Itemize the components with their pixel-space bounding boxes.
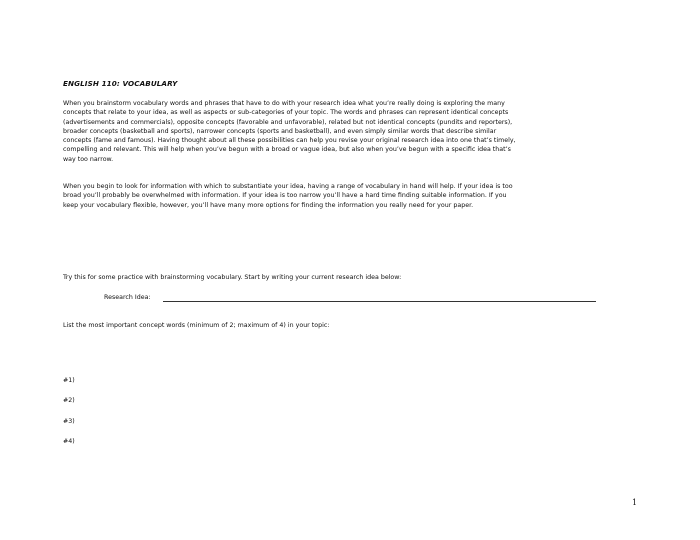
paragraph-line: broad you’ll probably be overwhelmed with information. If your idea is too narrow you’ll have a hard time finding suitable information. If you xyxy=(63,192,507,200)
paragraph-line: way too narrow. xyxy=(63,155,114,163)
information-paragraph xyxy=(63,182,643,210)
concept-item-1: #1) xyxy=(63,377,75,384)
research-idea-label: Research Idea: xyxy=(104,294,151,301)
research-idea-blank-line[interactable] xyxy=(163,301,596,302)
practice-instruction: Try this for some practice with brainstorming vocabulary. Start by writing your current research idea below: xyxy=(63,274,402,281)
paragraph-line: concepts (fame and famous). Having thought about all these possibilities can help you revise your original research idea into one that’s timely, xyxy=(63,137,516,145)
concept-item-3: #3) xyxy=(63,418,75,425)
paragraph-line: keep your vocabulary flexible, however, you’ll have many more options for finding the information you really need for your paper. xyxy=(63,201,474,209)
paragraph-line: When you brainstorm vocabulary words and phrases that have to do with your research idea what you’re really doing is exploring the many xyxy=(63,100,505,107)
paragraph-line: (advertisements and commercials), opposite concepts (favorable and unfavorable), related but not identical concepts (pundits and reporters), xyxy=(63,118,513,126)
paragraph-line: compelling and relevant. This will help when you’ve begun with a broad or vague idea, but also when you’ve begun with a specific idea that’s xyxy=(63,146,511,154)
paragraph-line: concepts that relate to your idea, as well as aspects or sub-categories of your topic. The words and phrases can represent identical concepts xyxy=(63,109,509,117)
concept-item-4: #4) xyxy=(63,438,75,445)
document-title: ENGLISH 110: VOCABULARY xyxy=(63,79,178,88)
concept-words-instruction: List the most important concept words (minimum of 2; maximum of 4) in your topic: xyxy=(63,322,330,329)
concept-item-2: #2) xyxy=(63,397,75,404)
paragraph-line: When you begin to look for information with which to substantiate your idea, having a range of vocabulary in hand will help. If your idea is too xyxy=(63,183,513,190)
paragraph-line: broader concepts (basketball and sports), narrower concepts (sports and basketball), and even simply similar words that describe similar xyxy=(63,127,497,135)
intro-paragraph xyxy=(63,99,643,164)
page-number: 1 xyxy=(632,498,638,507)
